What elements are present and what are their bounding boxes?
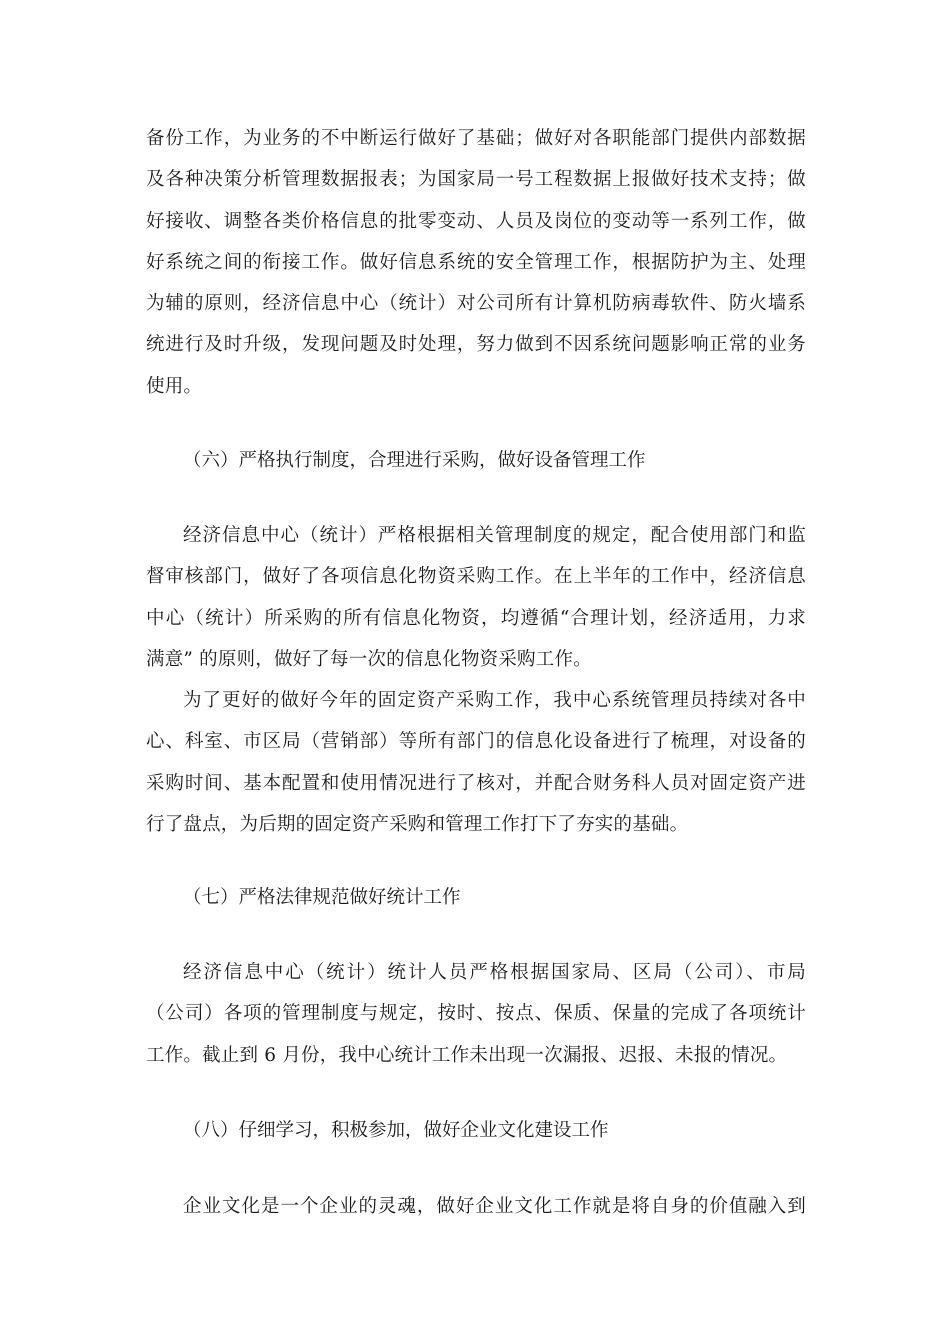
- text-line: 好接收、调整各类价格信息的批零变动、人员及岗位的变动等一系列工作，做: [146, 210, 806, 232]
- text-line: 使用。: [146, 375, 203, 397]
- paragraph-culture: [146, 1186, 806, 1227]
- text-line: 企业文化是一个企业的灵魂，做好企业文化工作就是将自身的价值融入到: [183, 1196, 806, 1217]
- text-line: （公司）各项的管理制度与规定，按时、按点、保质、保量的完成了各项统计: [146, 1003, 806, 1025]
- text-line: 统进行及时升级，发现问题及时处理，努力做到不因系统问题影响正常的业务: [146, 334, 806, 356]
- text-line: 备份工作，为业务的不中断运行做好了基础；做好对各职能部门提供内部数据: [146, 128, 806, 149]
- section-heading-7: （七）严格法律规范做好统计工作: [183, 887, 461, 908]
- text-line: 及各种决策分析管理数据报表；为国家局一号工程数据上报做好技术支持；做: [146, 169, 806, 191]
- paragraph-procurement: [146, 515, 806, 680]
- text-line: 行了盘点，为后期的固定资产采购和管理工作打下了夯实的基础。: [146, 813, 689, 835]
- section-heading-6: （六）严格执行制度，合理进行采购，做好设备管理工作: [183, 450, 646, 471]
- text-line: 为了更好的做好今年的固定资产采购工作，我中心系统管理员持续对各中: [183, 690, 806, 711]
- text-line: 满意” 的原则，做好了每一次的信息化物资采购工作。: [146, 648, 592, 670]
- text-line: 采购时间、基本配置和使用情况进行了核对，并配合财务科人员对固定资产进: [146, 772, 806, 794]
- text-line: 督审核部门，做好了各项信息化物资采购工作。在上半年的工作中，经济信息: [146, 566, 806, 588]
- section-heading-8: （八）仔细学习，积极参加，做好企业文化建设工作: [183, 1120, 609, 1141]
- paragraph-statistics: [146, 952, 806, 1076]
- text-line: 中心（统计）所采购的所有信息化物资，均遵循“合理计划，经济适用，力求: [146, 607, 806, 629]
- text-line: 好系统之间的衔接工作。做好信息系统的安全管理工作，根据防护为主、处理: [146, 251, 806, 273]
- paragraph-fixed-assets: [146, 680, 806, 845]
- text-line: 工作。截止到 6 月份，我中心统计工作未出现一次漏报、迟报、未报的情况。: [146, 1044, 788, 1066]
- text-line: 为辅的原则，经济信息中心（统计）对公司所有计算机防病毒软件、防火墙系: [146, 293, 806, 315]
- text-line: 经济信息中心（统计）严格根据相关管理制度的规定，配合使用部门和监: [183, 525, 806, 546]
- paragraph-info-security: [146, 118, 806, 407]
- text-line: 心、科室、市区局（营销部）等所有部门的信息化设备进行了梳理，对设备的: [146, 731, 806, 753]
- text-line: 经济信息中心（统计）统计人员严格根据国家局、区局（公司）、市局: [183, 962, 806, 983]
